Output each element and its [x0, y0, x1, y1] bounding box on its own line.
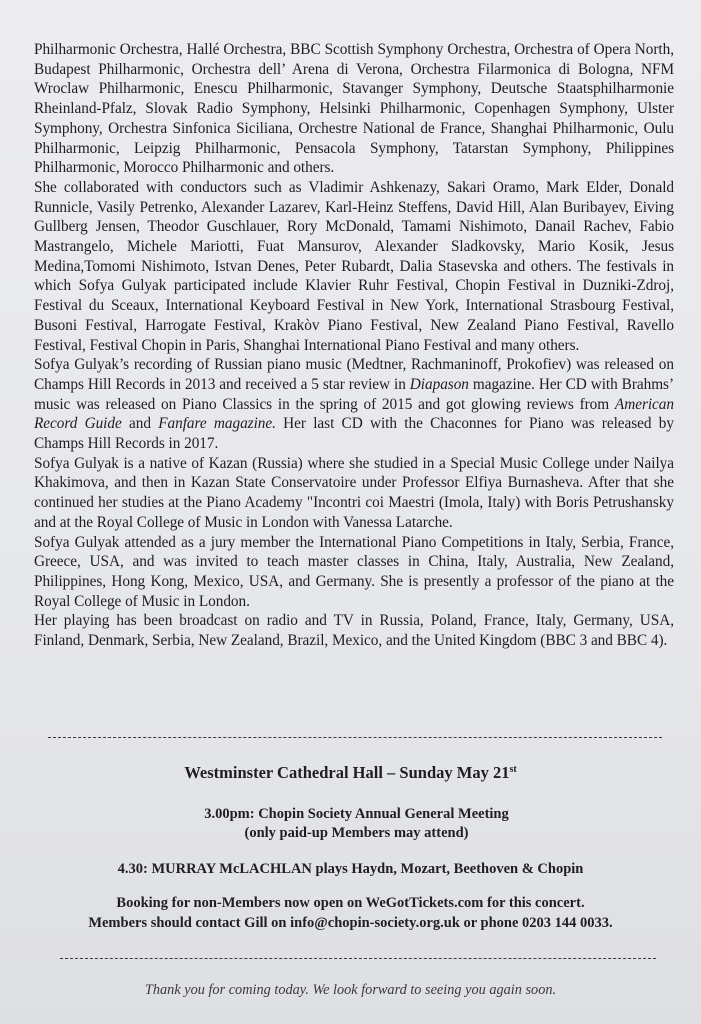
booking-notice [0, 894, 701, 933]
dashed-divider-top [48, 737, 662, 738]
bio-conductors-festivals-paragraph: She collaborated with conductors such as Vladimir Ashkenazy, Sakari Oramo, Mark Elder, Donald Runnicle, Vasily Petrenko, Alexander Lazarev, Karl-Heinz Steffens, David Hill, Alan Buribayev, Eiving Gullberg Jensen, Theodor Guschlauer, Rory McDonald, Tamami Nishimoto, Danail Rachev, Fabio Mastrangelo, Michele Mariotti, Fuat Mansurov, Alexander Sladkovsky, Mario Kosik, Jesus Medina,Tomomi Nishimoto, Istvan Denes, Peter Rubardt, Dalia Stasevska and others. The festivals in which Sofya Gulyak participated include Klavier Ruhr Festival, Chopin Festival in Duzniki-Zdroj, Festival du Sceaux, International Keyboard Festival in New York, International Strasbourg Festival, Busoni Festival, Harrogate Festival, Krakòv Piano Festival, New Zealand Piano Festival, Ravello Festival, Festival Chopin in Paris, Shanghai International Piano Festival and many others. [34, 178, 674, 354]
bio-education-paragraph: Sofya Gulyak is a native of Kazan (Russia) where she studied in a Special Music College under Nailya Khakimova, and then in Kazan State Conservatoire under Professor Elfiya Burnasheva. After that she continued her studies at the Piano Academy "Incontri coi Maestri (Imola, Italy) with Boris Petrushansky and at the Royal College of Music in London with Vanessa Latarche. [34, 454, 674, 531]
agm-notice [0, 805, 701, 843]
event-title-text: Westminster Cathedral Hall – Sunday May 21 [184, 763, 510, 782]
agm-line: 3.00pm: Chopin Society Annual General Meeting [204, 806, 509, 822]
booking-non-members: Booking for non-Members now open on WeGotTickets.com for this concert. [116, 895, 585, 911]
bio-jury-teaching-paragraph: Sofya Gulyak attended as a jury member the International Piano Competitions in Italy, Serbia, France, Greece, USA, and was invited to teach master classes in China, Italy, Australia, New Zealand, Philippines, Hong Kong, Mexico, USA, and Germany. She is presently a professor of the piano at the Royal College of Music in London. [34, 533, 674, 610]
booking-members-contact: Members should contact Gill on info@chopin-society.org.uk or phone 0203 144 0033. [88, 914, 613, 931]
bio-recordings-paragraph [34, 355, 674, 454]
event-title [0, 763, 701, 783]
bio-recordings-text-a: Sofya Gulyak’s recording of Russian piano music (Medtner, Rachmaninoff, Prokofiev) was released on Champs Hill Records in 2013 and received a 5 star review in [34, 356, 674, 393]
bio-broadcast-paragraph: Her playing has been broadcast on radio and TV in Russia, Poland, France, Italy, Germany, USA, Finland, Denmark, Serbia, New Zealand, Brazil, Mexico, and the United Kingdom (BBC 3 and BBC 4). [34, 612, 674, 650]
biography-text [34, 40, 674, 651]
fanfare-magazine-title: Fanfare magazine. [158, 415, 276, 433]
agm-members-note: (only paid-up Members may attend) [244, 825, 469, 841]
event-title-ordinal: st [509, 764, 517, 775]
american-record-guide-title: American Record Guide [34, 395, 674, 433]
bio-orchestras-paragraph: Philharmonic Orchestra, Hallé Orchestra, BBC Scottish Symphony Orchestra, Orchestra of Opera North, Budapest Philharmonic, Orchestra dell’ Arena di Verona, Orchestra Filarmonica di Bologna, NFM Wroclaw Philharmonic, Enescu Philharmonic, Stavanger Symphony, Deutsche Staatsphilharmonie Rheinland-Pfalz, Slovak Radio Symphony, Helsinki Philharmonic, Copenhagen Symphony, Ulster Symphony, Orchestra Sinfonica Siciliana, Orchestre National de France, Shanghai Philharmonic, Oulu Philharmonic, Leipzig Philharmonic, Pensacola Symphony, Tatarstan Symphony, Philippines Philharmonic, Morocco Philharmonic and others. [34, 41, 674, 177]
diapason-title: Diapason [409, 375, 469, 393]
bio-recordings-text-d: Her last CD with the Chaconnes for Piano was released by Champs Hill Records in 2017. [34, 415, 674, 453]
bio-recordings-text-c: and [121, 415, 159, 433]
concert-notice: 4.30: MURRAY McLACHLAN plays Haydn, Mozart, Beethoven & Chopin [117, 861, 584, 877]
thank-you-note: Thank you for coming today. We look forward to seeing you again soon. [144, 982, 557, 998]
bio-recordings-text-b: magazine. Her CD with Brahms’ music was released on Piano Classics in the spring of 2015 and got glowing reviews from [34, 375, 675, 413]
dashed-divider-bottom [60, 958, 656, 959]
